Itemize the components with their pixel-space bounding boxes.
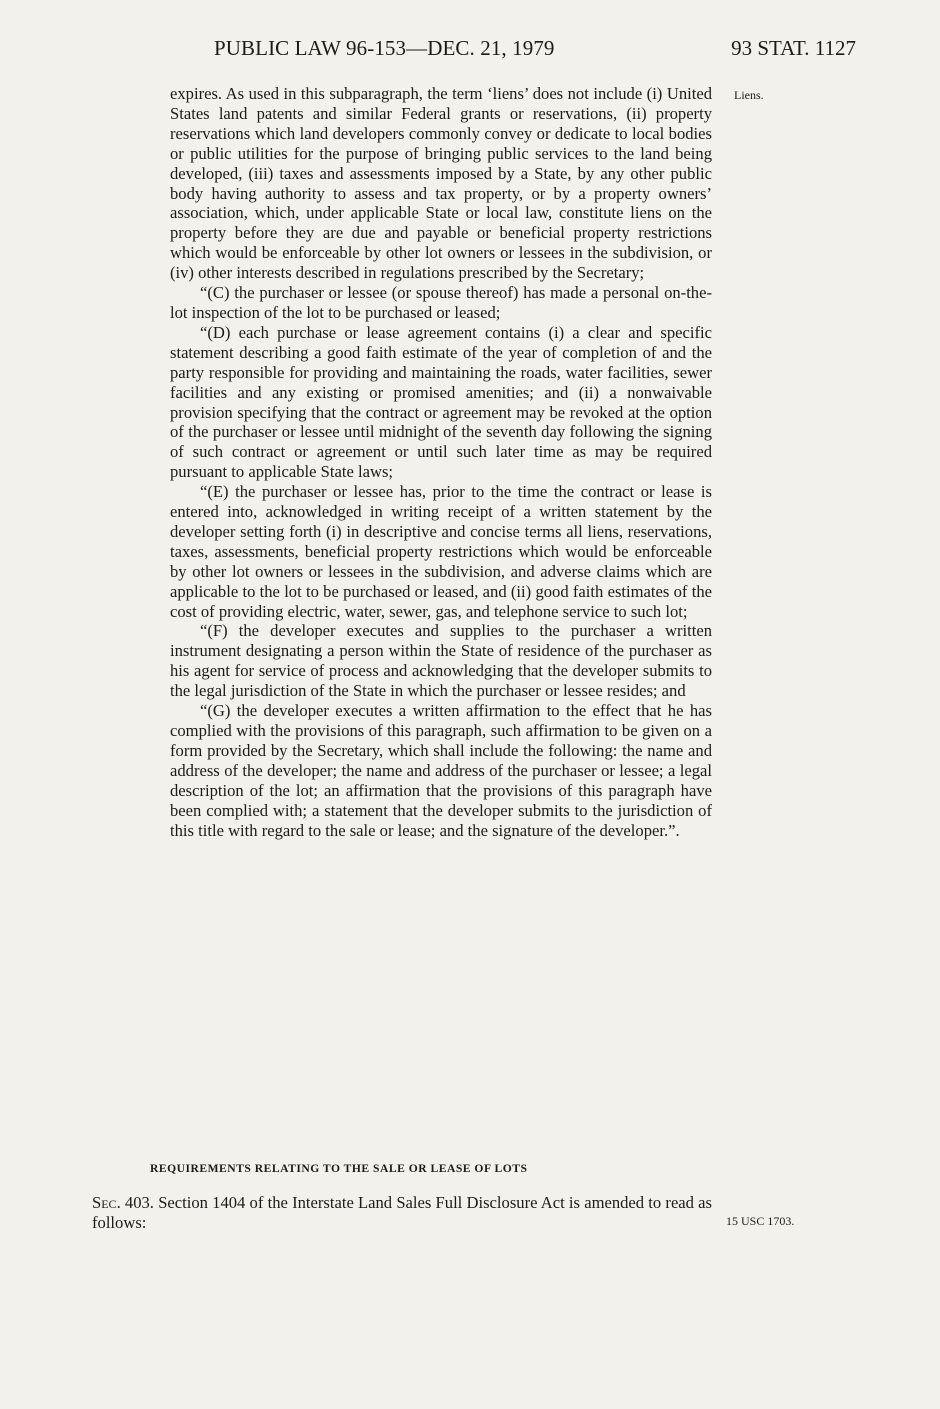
running-header-title: PUBLIC LAW 96-153—DEC. 21, 1979 xyxy=(214,36,555,60)
statute-page-number: 93 STAT. 1127 xyxy=(731,36,856,60)
margin-note-usc-citation: 15 USC 1703. xyxy=(726,1214,795,1228)
paragraph-liens-definition: expires. As used in this subparagraph, the term ‘liens’ does not include (i) United States land patents and similar Federal grants or reservations, (ii) property reservations which land developers commonly convey or dedicate to local bodies or public utilities for the purpose of bringing public services to the land being developed, (iii) taxes and assessments imposed by a State, by any other public body having authority to assess and tax property, or by a property owners’ association, which, under applicable State or local law, constitute liens on the property before they are due and payable or beneficial property restrictions which would be enforceable by other lot owners or lessees in the subdivision, or (iv) other interests described in regulations prescribed by the Secretary; xyxy=(170,84,712,283)
section-heading: REQUIREMENTS RELATING TO THE SALE OR LEASE OF LOTS xyxy=(150,1162,528,1175)
paragraph-c: “(C) the purchaser or lessee (or spouse thereof) has made a personal on-the-lot inspection of the lot to be purchased or leased; xyxy=(170,283,712,322)
paragraph-e: “(E) the purchaser or lessee has, prior to the time the contract or lease is entered into, acknowledged in writing receipt of a written statement by the developer setting forth (i) in descriptive and concise terms all liens, reservations, taxes, assessments, beneficial property restrictions which would be enforceable by other lot owners or lessees in the subdivision, and adverse claims which are applicable to the lot to be purchased or leased, and (ii) good faith estimates of the cost of providing electric, water, sewer, gas, and telephone service to such lot; xyxy=(170,482,712,621)
margin-note-liens: Liens. xyxy=(734,88,764,102)
section-label: Sec. 403. xyxy=(92,1193,154,1212)
section-403-paragraph xyxy=(92,1193,712,1233)
section-text: Section 1404 of the Interstate Land Sales Full Disclosure Act is amended to read as follows: xyxy=(92,1193,712,1232)
body-text xyxy=(170,84,712,840)
paragraph-g: “(G) the developer executes a written affirmation to the effect that he has complied with the provisions of this paragraph, such affirmation to be given on a form provided by the Secretary, which shall include the following: the name and address of the developer; the name and address of the purchaser or lessee; a legal description of the lot; an affirmation that the provisions of this paragraph have been complied with; a statement that the developer submits to the jurisdiction of this title with regard to the sale or lease; and the signature of the developer.”. xyxy=(170,701,712,840)
paragraph-d: “(D) each purchase or lease agreement contains (i) a clear and specific statement describing a good faith estimate of the year of completion of and the party responsible for providing and maintaining the roads, water facilities, sewer facilities and any existing or promised amenities; and (ii) a nonwaivable provision specifying that the contract or agreement may be revoked at the option of the purchaser or lessee until midnight of the seventh day following the signing of such contract or agreement or until such later time as may be required pursuant to applicable State laws; xyxy=(170,322,712,482)
paragraph-f: “(F) the developer executes and supplies to the purchaser a written instrument designating a person within the State of residence of the purchaser as his agent for service of process and acknowledging that the developer submits to the legal jurisdiction of the State in which the purchaser or lessee resides; and xyxy=(170,621,712,701)
